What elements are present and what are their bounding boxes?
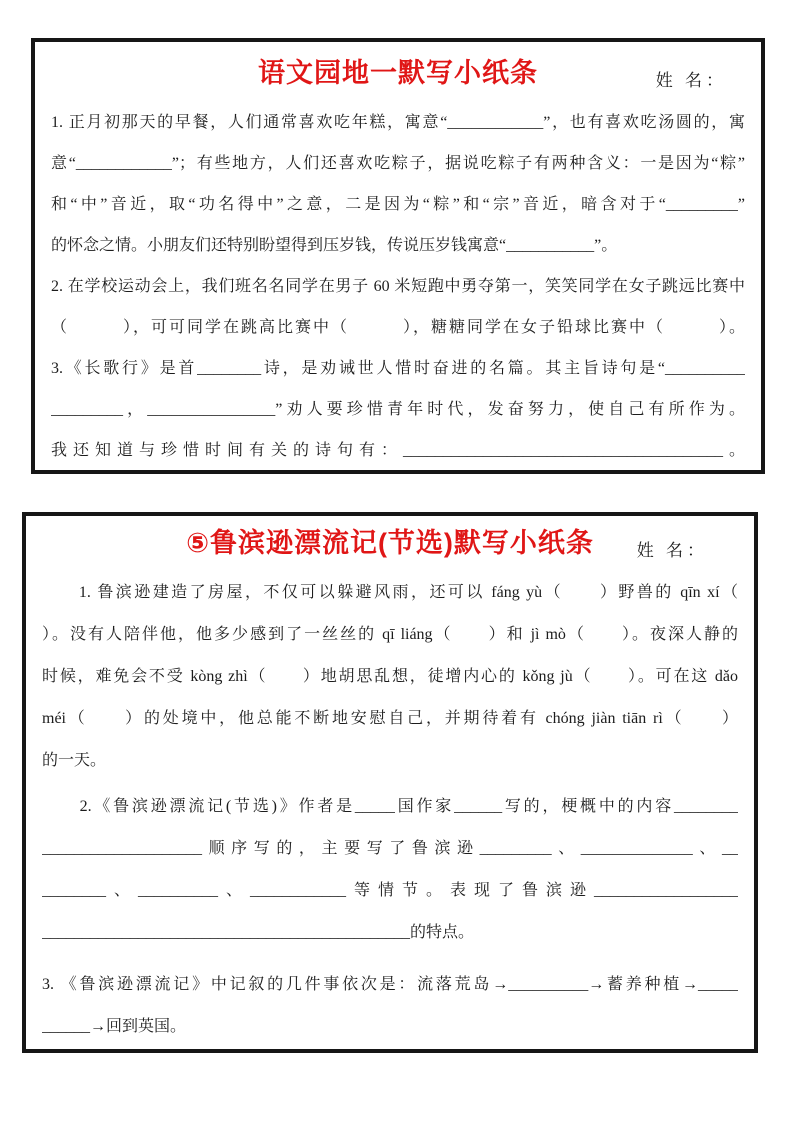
slip1-questions xyxy=(35,102,761,471)
text-line: ____________________顺序写的，主要写了鲁滨逊_________、______________、__ xyxy=(42,840,738,857)
slip2-header xyxy=(26,526,754,570)
text-line: （ ），可可同学在跳高比赛中（ ），糖糖同学在女子铅球比赛中（ ）。 xyxy=(51,319,745,336)
text-line: ________、__________、____________等情节。表现了鲁滨逊__________________ xyxy=(42,882,738,899)
slip1-name-label: 姓 名： xyxy=(655,71,727,90)
text-line: ）。没有人陪伴他，他多少感到了一丝丝的 qī liáng（ ）和 jì mò（ ）。夜深人静的 xyxy=(42,626,738,643)
text-line: _________，________________”劝人要珍惜青年时代，发奋努力，使自己有所作为。 xyxy=(51,401,745,418)
text-line: 和“中”音近，取“功名得中”之意，二是因为“粽”和“宗”音近，暗含对于“_________” xyxy=(51,196,745,213)
text-line: 1. 鲁滨逊建造了房屋，不仅可以躲避风雨，还可以 fáng yù（ ）野兽的 qīn xí（ xyxy=(42,584,738,601)
text-line: 的怀念之情。小朋友们还特别盼望得到压岁钱，传说压岁钱寓意“___________”。 xyxy=(51,237,618,254)
section-lubinxun-slip xyxy=(22,512,758,1053)
text-line: 的一天。 xyxy=(42,752,107,769)
text-line: 2.《鲁滨逊漂流记(节选)》作者是_____国作家______写的，梗概中的内容________ xyxy=(42,798,738,815)
text-line: ______→回到英国。 xyxy=(42,1018,187,1035)
slip2-title: ⑤鲁滨逊漂流记(节选)默写小纸条 xyxy=(186,528,594,558)
text-line: 意“____________”；有些地方，人们还喜欢吃粽子，据说吃粽子有两种含义：一是因为“粽” xyxy=(51,155,745,172)
text-line: 时候，难免会不受 kòng zhì（ ）地胡思乱想，徒增内心的 kǒng jù（ ）。可在这 dǎo xyxy=(42,668,738,685)
slip2-questions xyxy=(26,572,754,1048)
slip1-header xyxy=(35,56,761,100)
section-yuwen-yuandi-slip xyxy=(31,38,765,474)
text-line: ______________________________________________的特点。 xyxy=(42,924,475,941)
text-line: 2. 在学校运动会上，我们班名名同学在男子 60 米短跑中勇夺第一，笑笑同学在女子跳远比赛中 xyxy=(51,278,745,295)
text-line: 1. 正月初那天的早餐，人们通常喜欢吃年糕，寓意“____________”，也有喜欢吃汤圆的，寓 xyxy=(51,114,745,131)
text-line: 3. 《鲁滨逊漂流记》中记叙的几件事依次是：流落荒岛→__________→蓄养种植→_____ xyxy=(42,976,738,993)
slip2-name-label: 姓 名： xyxy=(636,541,708,560)
slip1-title: 语文园地一默写小纸条 xyxy=(258,58,538,88)
text-line: 我还知道与珍惜时间有关的诗句有：________________________________________。 xyxy=(51,442,745,459)
text-line: méi（ ）的处境中，他总能不断地安慰自己，并期待着有 chóng jiàn tiān rì（ ） xyxy=(42,710,738,727)
text-line: 3.《长歌行》是首________诗，是劝诫世人惜时奋进的名篇。其主旨诗句是“__________ xyxy=(51,360,745,377)
